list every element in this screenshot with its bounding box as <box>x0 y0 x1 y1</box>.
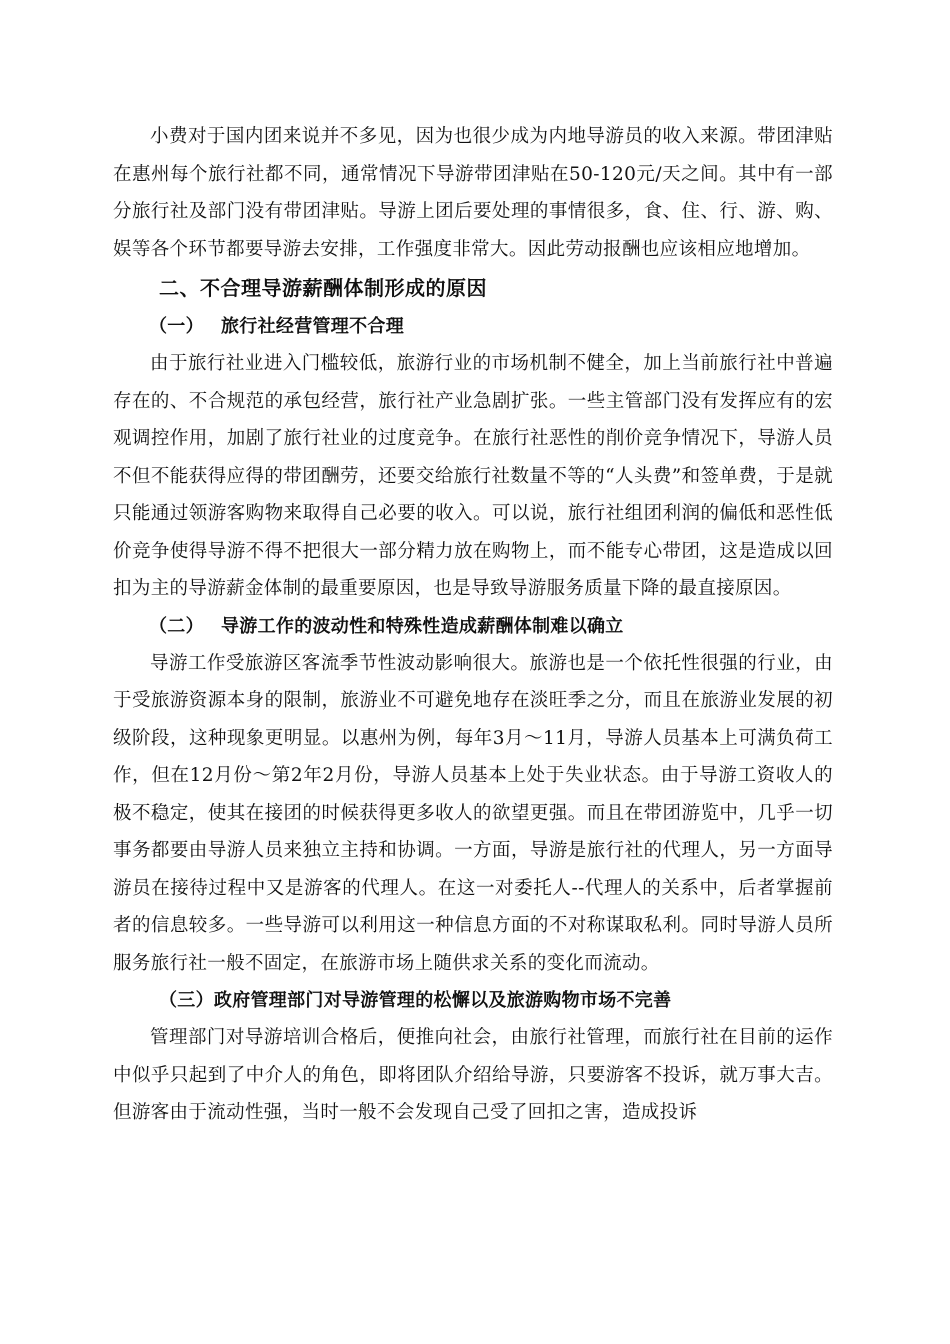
paragraph-guide-work-volatility: 导游工作受旅游区客流季节性波动影响很大。旅游也是一个依托性很强的行业，由于受旅游资源本身的限制，旅游业不可避免地存在淡旺季之分，而且在旅游业发展的初级阶段，这种现象更明显。以惠州为例，每年3月～11月，导游人员基本上可满负荷工作，但在12月份～第2年2月份，导游人员基本上处于失业状态。由于导游工资收人的极不稳定，使其在接团的时候获得更多收人的欲望更强。而且在带团游览中，几乎一切事务都要由导游人员来独立主持和协调。一方面，导游是旅行社的代理人，另一方面导游员在接待过程中又是游客的代理人。在这一对委托人--代理人的关系中，后者掌握前者的信息较多。一些导游可以利用这一种信息方面的不对称谋取私利。同时导游人员所服务旅行社一般不固定，在旅游市场上随供求关系的变化而流动。 <box>113 652 833 974</box>
subsection-title-3: 政府管理部门对导游管理的松懈以及旅游购物市场不完善 <box>213 990 672 1011</box>
section-heading-2: 二、不合理导游薪酬体制形成的原因 <box>159 276 487 300</box>
subsection-title-1: 旅行社经营管理不合理 <box>221 316 404 337</box>
subsection-number-1: （一） <box>149 316 204 337</box>
paragraph-government-management: 管理部门对导游培训合格后，便推向社会，由旅行社管理，而旅行社在目前的运作中似乎只起到了中介人的角色，即将团队介绍给导游，只要游客不投诉，就万事大吉。但游客由于流动性强，当时一般不会发现自己受了回扣之害，造成投诉 <box>113 1027 833 1123</box>
subsection-heading-2 <box>113 608 833 645</box>
subsection-heading-1 <box>113 308 833 345</box>
paragraph-tips-allowance: 小费对于国内团来说并不多见，因为也很少成为内地导游员的收入来源。带团津贴在惠州每个旅行社都不同，通常情况下导游带团津贴在50-120元/天之间。其中有一部分旅行社及部门没有带团津贴。导游上团后要处理的事情很多，食、住、行、游、购、娱等各个环节都要导游去安排，工作强度非常大。因此劳动报酬也应该相应地增加。 <box>113 126 833 260</box>
subsection-number-2: （二） <box>149 615 204 637</box>
paragraph-travel-agency-management: 由于旅行社业进入门槛较低，旅游行业的市场机制不健全，加上当前旅行社中普遍存在的、不合规范的承包经营，旅行社产业急剧扩张。一些主管部门没有发挥应有的宏观调控作用，加剧了旅行社业的过度竞争。在旅行社恶性的削价竞争情况下，导游人员不但不能获得应得的带团酬劳，还要交给旅行社数量不等的“人头费”和签单费，于是就只能通过领游客购物来取得自己必要的收入。可以说，旅行社组团利润的偏低和恶性低价竞争使得导游不得不把很大一部分精力放在购物上，而不能专心带团，这是造成以回扣为主的导游薪金体制的最重要原因，也是导致导游服务质量下降的最直接原因。 <box>113 353 833 599</box>
subsection-number-3: （三） <box>159 990 214 1011</box>
subsection-title-2: 导游工作的波动性和特殊性造成薪酬体制难以确立 <box>221 615 624 637</box>
subsection-heading-3 <box>113 982 833 1019</box>
document-page <box>113 118 833 1132</box>
